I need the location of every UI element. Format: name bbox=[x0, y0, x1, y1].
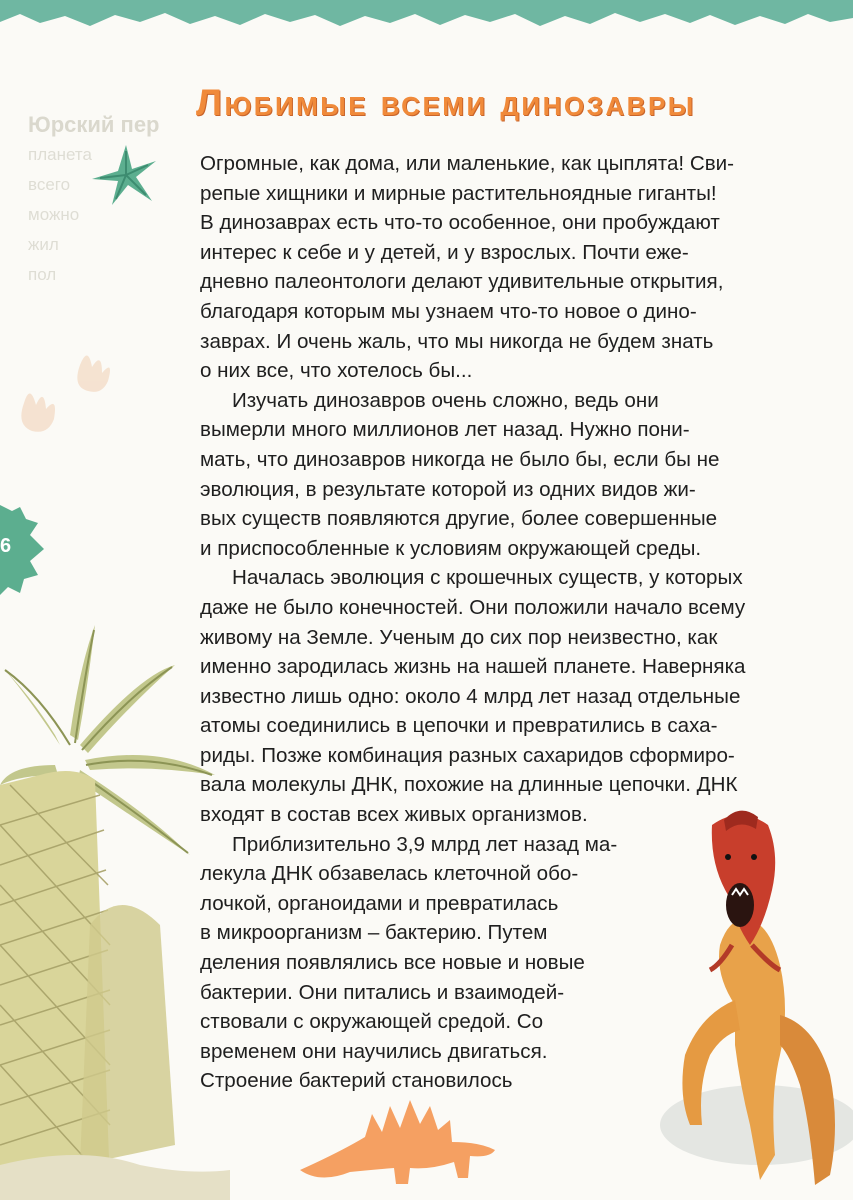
bleed-through-line: всего bbox=[28, 175, 71, 194]
stegosaurus-silhouette-icon bbox=[290, 1092, 505, 1192]
bleed-through-line: жил bbox=[28, 235, 59, 254]
star-leaf-icon bbox=[86, 140, 166, 210]
article-body bbox=[200, 149, 800, 1096]
paragraph: Изучать динозавров очень сложно, ведь они вымерли много миллионов лет назад. Нужно пони- мать, что динозавров никогда не было бы, если бы не эволюция, в результате которой из одних видов жи- вых существ появляются другие, более совершенные и приспособленные к условиям окружающей среды. bbox=[200, 388, 720, 560]
torn-top-border bbox=[0, 0, 853, 40]
bleed-through-heading: Юрский пер bbox=[28, 112, 160, 137]
paragraph-intro: Огромные, как дома, или маленькие, как цыплята! Сви- репые хищники и мирные растительноядные гиганты! В динозаврах есть что-то особенное, они пробуждают интерес к себе и у детей, и у взрослых. Почти еже- дневно палеонтологи делают удивительные открытия, благодаря которым мы узнаем что-то новое о дино- заврах. И очень жаль, что мы никогда не будем знать о них все, что хотелось бы... bbox=[200, 152, 735, 383]
paragraph: Приблизительно 3,9 млрд лет назад ма- лекула ДНК обзавелась клеточной обо- лочкой, органоидами и превратилась в микроорганизм – бактерию. Путем деления появлялись все новые и новые бактерии. Они питались и взаимодей- ствовали с окружающей средой. Со временем они научились двигаться. Строение бактерий становилось bbox=[200, 832, 618, 1093]
page-title: Любимые всеми динозавры bbox=[196, 82, 696, 123]
palm-tree-illustration bbox=[0, 625, 230, 1200]
footprints-icon bbox=[10, 345, 120, 445]
paragraph: Началась эволюция с крошечных существ, у которых даже не было конечностей. Они положили начало всему живому на Земле. Ученым до сих пор неизвестно, как именно зародилась жизнь на нашей планете. Наверняка известно лишь одно: около 4 млрд лет назад отдельные атомы соединились в цепочки и превратились в саха- риды. Позже комбинация разных сахаридов сформиро- вала молекулы ДНК, похожие на длинные цепочки. ДНК входят в состав всех живых организмов. bbox=[200, 566, 746, 827]
bleed-through-line: пол bbox=[28, 265, 57, 284]
bleed-through-line: можно bbox=[28, 205, 80, 224]
bleed-through-line: планета bbox=[28, 145, 92, 164]
page-number: 6 bbox=[0, 535, 12, 557]
